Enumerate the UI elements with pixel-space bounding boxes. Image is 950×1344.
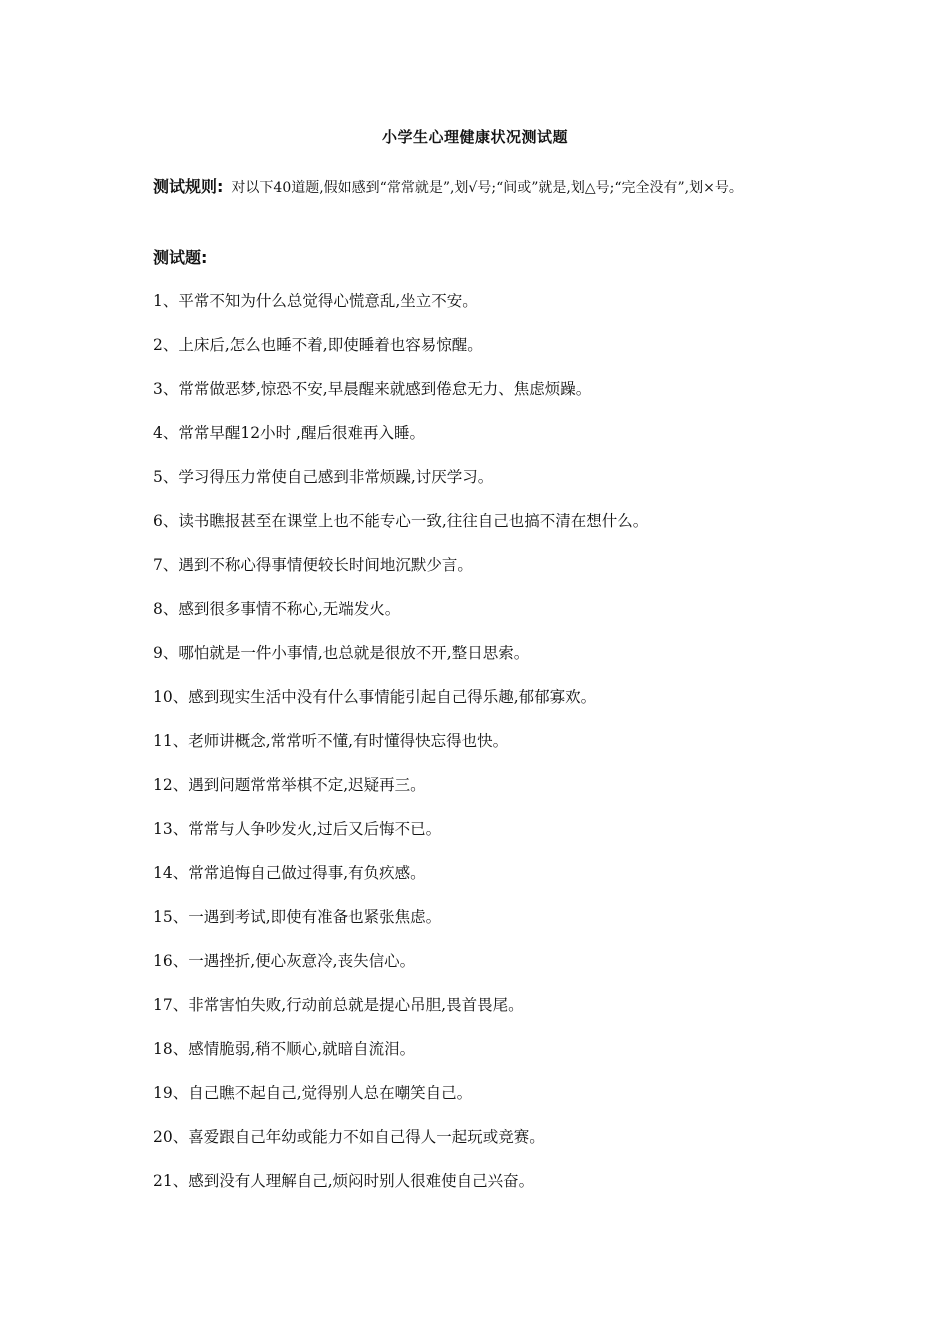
question-item: 3、常常做恶梦,惊恐不安,早晨醒来就感到倦怠无力、焦虑烦躁。	[153, 380, 592, 398]
rules-label: 测试规则:	[153, 177, 224, 196]
question-item: 15、一遇到考试,即使有准备也紧张焦虑。	[153, 908, 442, 926]
question-list	[153, 289, 853, 1213]
question-item: 1、平常不知为什么总觉得心慌意乱,坐立不安。	[153, 292, 478, 310]
rules-text: 对以下40道题,假如感到“常常就是”,划√号;“间或”就是,划△号;“完全没有”,划×号。	[231, 180, 743, 196]
question-item: 17、非常害怕失败,行动前总就是提心吊胆,畏首畏尾。	[153, 996, 524, 1014]
question-item: 7、遇到不称心得事情便较长时间地沉默少言。	[153, 556, 473, 574]
question-item: 4、常常早醒12小时 ,醒后很难再入睡。	[153, 424, 425, 442]
question-item: 19、自己瞧不起自己,觉得别人总在嘲笑自己。	[153, 1084, 473, 1102]
question-item: 5、学习得压力常使自己感到非常烦躁,讨厌学习。	[153, 468, 494, 486]
section-heading: 测试题:	[153, 248, 208, 267]
question-item: 9、哪怕就是一件小事情,也总就是很放不开,整日思索。	[153, 644, 530, 662]
question-item: 16、一遇挫折,便心灰意冷,丧失信心。	[153, 952, 416, 970]
question-item: 11、老师讲概念,常常听不懂,有时懂得快忘得也快。	[153, 732, 509, 750]
question-item: 14、常常追悔自己做过得事,有负疚感。	[153, 864, 426, 882]
question-item: 21、感到没有人理解自己,烦闷时别人很难使自己兴奋。	[153, 1172, 535, 1190]
question-item: 10、感到现实生活中没有什么事情能引起自己得乐趣,郁郁寡欢。	[153, 688, 597, 706]
question-item: 6、读书瞧报甚至在课堂上也不能专心一致,往往自己也搞不清在想什么。	[153, 512, 649, 530]
question-item: 2、上床后,怎么也睡不着,即使睡着也容易惊醒。	[153, 336, 483, 354]
question-item: 18、感情脆弱,稍不顺心,就暗自流泪。	[153, 1040, 416, 1058]
question-item: 12、遇到问题常常举棋不定,迟疑再三。	[153, 776, 426, 794]
question-item: 8、感到很多事情不称心,无端发火。	[153, 600, 401, 618]
question-item: 20、喜爱跟自己年幼或能力不如自己得人一起玩或竞赛。	[153, 1128, 545, 1146]
page-title: 小学生心理健康状况测试题	[381, 128, 568, 146]
question-item: 13、常常与人争吵发火,过后又后悔不已。	[153, 820, 442, 838]
test-rules	[153, 173, 833, 202]
